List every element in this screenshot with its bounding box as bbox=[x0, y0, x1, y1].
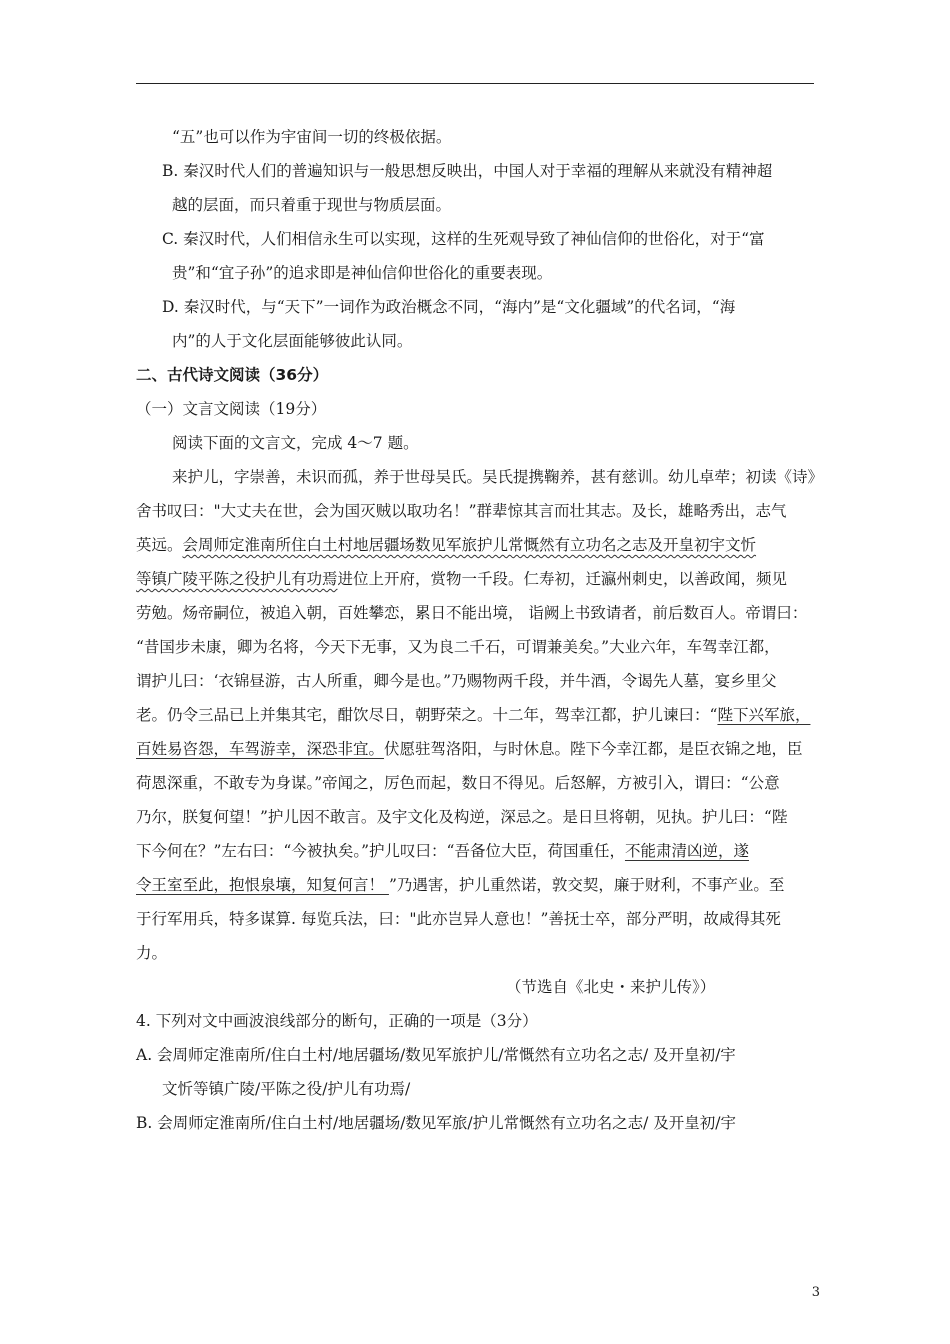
text-line bbox=[136, 970, 816, 1004]
underlined-text: 陛下兴军旅， bbox=[717, 706, 811, 724]
text-line bbox=[136, 868, 816, 902]
text-line bbox=[136, 766, 816, 800]
text-segment: 下今何在？”左右曰：“今被执矣。”护儿叹曰：“吾备位大臣，荷国重任， bbox=[136, 842, 625, 860]
text-segment: 老。仍令三品已上并集其宅，酣饮尽日，朝野荣之。十二年，驾幸江都，护儿谏曰：“ bbox=[136, 706, 718, 724]
header-rule bbox=[136, 83, 814, 84]
text-line bbox=[136, 528, 816, 562]
text-segment: 文忻等镇广陵/平陈之役/护儿有功焉/ bbox=[162, 1080, 411, 1098]
text-segment: （一）文言文阅读（19分） bbox=[136, 400, 327, 418]
text-line bbox=[136, 562, 816, 596]
text-segment: A. 会周师定淮南所/住白土村/地居疆场/数见军旅护儿/常慨然有立功名之志/ 及开皇初/宇 bbox=[136, 1046, 736, 1064]
text-line bbox=[136, 834, 816, 868]
text-line bbox=[136, 154, 816, 188]
text-segment: 阅读下面的文言文，完成 4～7 题。 bbox=[172, 434, 419, 452]
text-line bbox=[136, 1004, 816, 1038]
text-segment: D. 秦汉时代，与“天下”一词作为政治概念不同，“海内”是“文化疆域”的代名词，“海 bbox=[162, 298, 736, 316]
text-segment: 谓护儿曰：‘衣锦昼游，古人所重，卿今是也。”乃赐物两千段，并牛酒，令谒先人墓，宴乡里父 bbox=[136, 672, 777, 690]
text-segment: C. 秦汉时代，人们相信永生可以实现，这样的生死观导致了神仙信仰的世俗化，对于“富 bbox=[162, 230, 765, 248]
text-segment: 舍书叹曰："大丈夫在世，会为国灭贼以取功名！”群辈惊其言而壮其志。及长，雄略秀出，志气 bbox=[136, 502, 787, 520]
text-segment: 英远。 bbox=[136, 536, 183, 554]
underlined-text: 不能肃清凶逆，遂 bbox=[624, 842, 749, 860]
text-segment: 进位上开府，赏物一千段。仁寿初，迁瀛州刺史，以善政闻，频见 bbox=[337, 570, 788, 588]
wavy-underlined-text: 会周师定淮南所住白土村地居疆场数见军旅护儿常慨然有立功名之志及开皇初宇文忻 bbox=[182, 536, 757, 554]
text-line bbox=[136, 698, 816, 732]
text-segment: 荷恩深重，不敢专为身谋。”帝闻之，厉色而起，数日不得见。后怒解，方被引入，谓曰：“公意 bbox=[136, 774, 780, 792]
text-line bbox=[136, 188, 816, 222]
text-segment: （节选自《北史・来护儿传》） bbox=[506, 978, 716, 996]
text-segment: 贵”和“宜子孙”的追求即是神仙信仰世俗化的重要表现。 bbox=[172, 264, 553, 282]
text-line bbox=[136, 1038, 816, 1072]
text-segment: ”乃遇害，护儿重然诺，敦交契，廉于财利，不事产业。至 bbox=[388, 876, 785, 894]
text-line bbox=[136, 936, 816, 970]
text-segment: 越的层面，而只着重于现世与物质层面。 bbox=[172, 196, 452, 214]
text-segment: 力。 bbox=[136, 944, 168, 962]
text-segment: 劳勉。炀帝嗣位，被追入朝，百姓攀恋，累日不能出境， 诣阙上书致请者，前后数百人。帝谓曰： bbox=[136, 604, 808, 622]
text-line bbox=[136, 358, 816, 392]
text-segment: 乃尔，朕复何望！”护儿因不敢言。及宇文化及构逆，深忌之。是日旦将朝，见执。护儿曰：“陛 bbox=[136, 808, 788, 826]
underlined-text: 令王室至此，抱恨泉壤，知复何言！ bbox=[136, 876, 389, 894]
text-segment: 二、古代诗文阅读（36分） bbox=[136, 366, 329, 384]
text-segment: B. 秦汉时代人们的普遍知识与一般思想反映出，中国人对于幸福的理解从来就没有精神超 bbox=[162, 162, 773, 180]
text-line bbox=[136, 324, 816, 358]
text-line bbox=[136, 596, 816, 630]
text-line bbox=[136, 800, 816, 834]
underlined-text: 百姓易咨怨，车驾游幸，深恐非宜。 bbox=[136, 740, 385, 758]
text-line bbox=[136, 664, 816, 698]
text-segment: B. 会周师定淮南所/住白土村/地居疆场/数见军旅/护儿常慨然有立功名之志/ 及开皇初/宇 bbox=[136, 1114, 737, 1132]
text-line bbox=[136, 494, 816, 528]
text-segment: 4. 下列对文中画波浪线部分的断句，正确的一项是（3分） bbox=[136, 1012, 538, 1030]
text-line bbox=[136, 902, 816, 936]
text-segment: 来护儿，字崇善，未识而孤，养于世母吴氏。吴氏提携鞠养，甚有慈训。幼儿卓荦；初读《诗》 bbox=[172, 468, 824, 486]
text-line bbox=[136, 120, 816, 154]
text-line bbox=[136, 392, 816, 426]
text-line bbox=[136, 426, 816, 460]
text-segment: 于行军用兵，特多谋算. 每览兵法，曰："此亦岂异人意也！”善抚士卒，部分严明，故咸得其死 bbox=[136, 910, 781, 928]
text-segment: 伏愿驻驾洛阳，与时休息。陛下今幸江都，是臣衣锦之地，臣 bbox=[384, 740, 803, 758]
wavy-underlined-text: 等镇广陵平陈之役护儿有功焉 bbox=[136, 570, 338, 588]
page-number: 3 bbox=[811, 1285, 820, 1300]
text-line bbox=[136, 460, 824, 494]
text-line bbox=[136, 630, 816, 664]
text-line bbox=[136, 1072, 816, 1106]
text-line bbox=[136, 256, 816, 290]
text-segment: 内”的人于文化层面能够彼此认同。 bbox=[172, 332, 413, 350]
text-line bbox=[136, 290, 816, 324]
text-line bbox=[136, 1106, 816, 1140]
text-segment: “五”也可以作为宇宙间一切的终极依据。 bbox=[172, 128, 452, 146]
document-body bbox=[136, 120, 824, 1140]
text-line bbox=[136, 732, 816, 766]
text-line bbox=[136, 222, 816, 256]
text-segment: “昔国步未康，卿为名将，今天下无事，又为良二千石，可谓兼美矣。”大业六年，车驾幸江都， bbox=[136, 638, 780, 656]
